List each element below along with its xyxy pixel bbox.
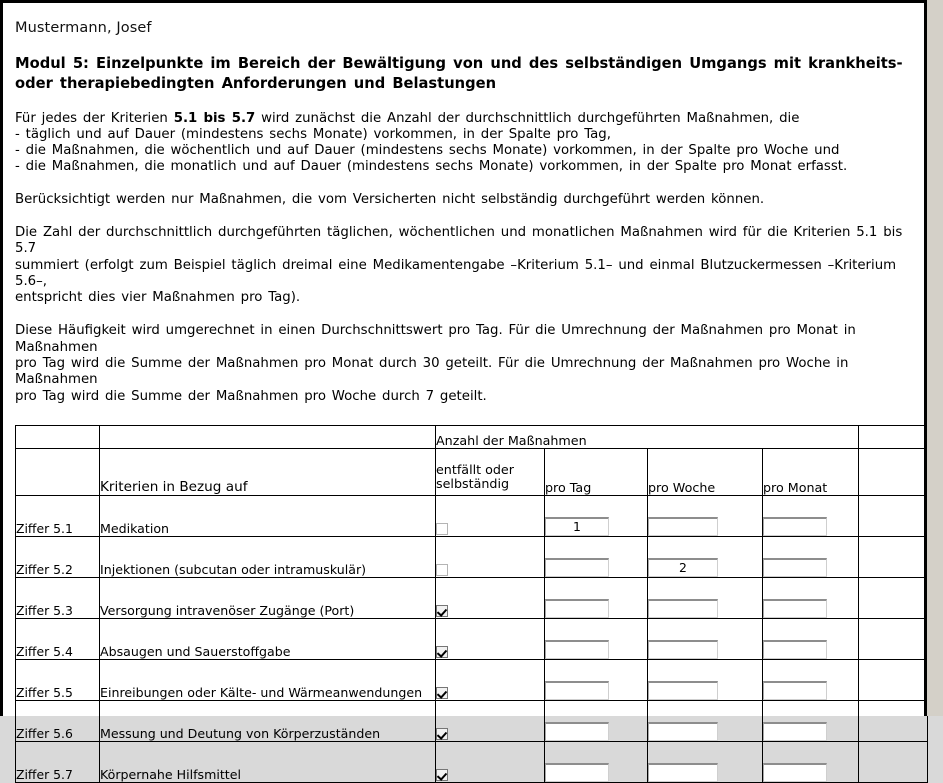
intro-lead-b: wird zunächst die Anzahl der durchschnittlich durchgeführten Maßnahmen, die [255,111,800,126]
table-row [16,700,928,741]
pro-tag-input[interactable] [545,517,609,536]
row-entfaellt-cell [436,536,545,577]
entfaellt-checkbox[interactable] [436,523,448,535]
row-extra-cell [859,741,928,782]
row-pro-woche-cell [648,495,763,536]
conversion-line-3: pro Tag wird die Summe der Maßnahmen pro Woche durch 7 geteilt. [15,388,487,404]
row-pro-woche-cell [648,577,763,618]
table-header-row [16,448,928,495]
row-pro-tag-cell [545,618,648,659]
pro-monat-input[interactable] [763,599,827,618]
summation-paragraph [15,225,912,306]
row-pro-monat-cell [763,659,859,700]
row-pro-tag-cell [545,659,648,700]
row-ziffer: Ziffer 5.3 [16,577,100,618]
pro-woche-input[interactable] [648,722,718,741]
pro-woche-input[interactable] [648,517,718,536]
row-pro-tag-cell [545,536,648,577]
row-kriterium: Körpernahe Hilfsmittel [100,741,436,782]
row-ziffer: Ziffer 5.7 [16,741,100,782]
row-pro-monat-cell [763,536,859,577]
row-pro-tag-cell [545,741,648,782]
table-row [16,495,928,536]
column-header-kriterien: Kriterien in Bezug auf [100,448,436,495]
row-ziffer: Ziffer 5.2 [16,536,100,577]
row-kriterium: Einreibungen oder Kälte- und Wärmeanwendungen [100,659,436,700]
conversion-line-2: pro Tag wird die Summe der Maßnahmen pro Monat durch 30 geteilt. Für die Umrechnung der Maßnahmen pro Woche in Maßnahmen [15,356,849,388]
entfaellt-checkbox[interactable] [436,687,448,699]
intro-criteria-range: 5.1 bis 5.7 [173,111,256,126]
row-extra-cell [859,536,928,577]
column-header-entfaellt [436,448,545,495]
entfaellt-checkbox[interactable] [436,605,448,617]
table-head [16,425,928,495]
row-pro-woche-cell [648,700,763,741]
row-pro-monat-cell [763,495,859,536]
column-header-extra [859,448,928,495]
entfaellt-checkbox[interactable] [436,728,448,740]
entfaellt-checkbox[interactable] [436,646,448,658]
row-kriterium: Messung und Deutung von Körperzuständen [100,700,436,741]
row-pro-monat-cell [763,577,859,618]
intro-lead-a: Für jedes der Kriterien [15,111,174,126]
table-row [16,618,928,659]
pro-monat-input[interactable] [763,681,827,700]
row-kriterium: Absaugen und Sauerstoffgabe [100,618,436,659]
row-pro-tag-cell [545,577,648,618]
row-ziffer: Ziffer 5.1 [16,495,100,536]
row-kriterium: Versorgung intravenöser Zugänge (Port) [100,577,436,618]
pro-monat-input[interactable] [763,517,827,536]
row-entfaellt-cell [436,700,545,741]
intro-bullet-daily: - täglich und auf Dauer (mindestens sechs Monate) vorkommen, in der Spalte pro Tag, [15,127,611,142]
row-ziffer: Ziffer 5.6 [16,700,100,741]
group-header-spacer-kriterien [100,425,436,448]
consideration-paragraph: Berücksichtigt werden nur Maßnahmen, die vom Versicherten nicht selbständig durchgeführt werden können. [15,192,765,207]
row-pro-woche-cell [648,618,763,659]
vertical-scrollbar-gutter[interactable] [927,0,943,716]
conversion-line-1: Diese Häufigkeit wird umgerechnet in einen Durchschnittswert pro Tag. Für die Umrechnung der Maßnahmen pro Monat in Maßnahmen [15,323,856,355]
summation-line-1: Die Zahl der durchschnittlich durchgeführten täglichen, wöchentlichen und monatlichen Maßnahmen wird für die Kriterien 5.1 bis 5.7 [15,225,903,257]
pro-tag-input[interactable] [545,763,609,782]
pro-monat-input[interactable] [763,763,827,782]
row-pro-woche-cell [648,536,763,577]
row-entfaellt-cell [436,495,545,536]
pro-monat-input[interactable] [763,722,827,741]
row-extra-cell [859,495,928,536]
table-row [16,659,928,700]
row-kriterium: Medikation [100,495,436,536]
table-group-header-row [16,425,928,448]
table-row [16,577,928,618]
pro-tag-input[interactable] [545,681,609,700]
group-header-extra [859,425,928,448]
row-pro-monat-cell [763,618,859,659]
row-pro-tag-cell [545,495,648,536]
pro-woche-input[interactable] [648,558,718,577]
intro-bullet-weekly: - die Maßnahmen, die wöchentlich und auf Dauer (mindestens sechs Monate) vorkommen, in der Spalte pro Woche und [15,143,840,158]
column-header-ziffer [16,448,100,495]
row-pro-monat-cell [763,700,859,741]
table-row [16,536,928,577]
column-header-pro-woche: pro Woche [648,448,763,495]
pro-woche-input[interactable] [648,599,718,618]
row-entfaellt-cell [436,659,545,700]
page-title: Modul 5: Einzelpunkte im Bereich der Bewältigung von und des selbständigen Umgangs mit krankheits- oder therapiebedingten Anforderungen und Belastungen [15,55,903,92]
row-extra-cell [859,618,928,659]
row-pro-woche-cell [648,659,763,700]
entfaellt-checkbox[interactable] [436,564,448,576]
table-row [16,741,928,782]
row-entfaellt-cell [436,577,545,618]
patient-name: Mustermann, Josef [15,20,152,36]
table-body [16,495,928,782]
summation-line-3: entspricht dies vier Maßnahmen pro Tag). [15,290,301,306]
measures-table [15,425,928,783]
pro-tag-input[interactable] [545,599,609,618]
conversion-paragraph [15,323,912,404]
pro-monat-input[interactable] [763,640,827,659]
column-header-entfaellt-line1: entfällt oder [436,461,514,477]
summation-line-2: summiert (erfolgt zum Beispiel täglich dreimal eine Medikamentengabe –Kriterium 5.1– und einmal Blutzuckermessen –Kriterium 5.6–, [15,257,897,289]
pro-woche-input[interactable] [648,640,718,659]
pro-tag-input[interactable] [545,640,609,659]
row-extra-cell [859,659,928,700]
entfaellt-checkbox[interactable] [436,769,448,781]
column-header-entfaellt-line2: selbständig [436,475,510,491]
column-header-pro-monat: pro Monat [763,448,859,495]
row-extra-cell [859,577,928,618]
row-entfaellt-cell [436,618,545,659]
column-header-pro-tag: pro Tag [545,448,648,495]
row-extra-cell [859,700,928,741]
document-content [3,20,924,783]
pro-woche-input[interactable] [648,763,718,782]
row-pro-monat-cell [763,741,859,782]
row-pro-tag-cell [545,700,648,741]
intro-paragraph [15,111,912,175]
row-ziffer: Ziffer 5.5 [16,659,100,700]
group-header-anzahl: Anzahl der Maßnahmen [436,425,859,448]
group-header-spacer-ziffer [16,425,100,448]
row-pro-woche-cell [648,741,763,782]
intro-bullet-monthly: - die Maßnahmen, die monatlich und auf Dauer (mindestens sechs Monate) vorkommen, in der Spalte pro Monat erfasst. [15,159,848,174]
row-entfaellt-cell [436,741,545,782]
pro-tag-input[interactable] [545,722,609,741]
row-ziffer: Ziffer 5.4 [16,618,100,659]
pro-woche-input[interactable] [648,681,718,700]
row-kriterium: Injektionen (subcutan oder intramuskulär) [100,536,436,577]
pro-tag-input[interactable] [545,558,609,577]
pro-monat-input[interactable] [763,558,827,577]
